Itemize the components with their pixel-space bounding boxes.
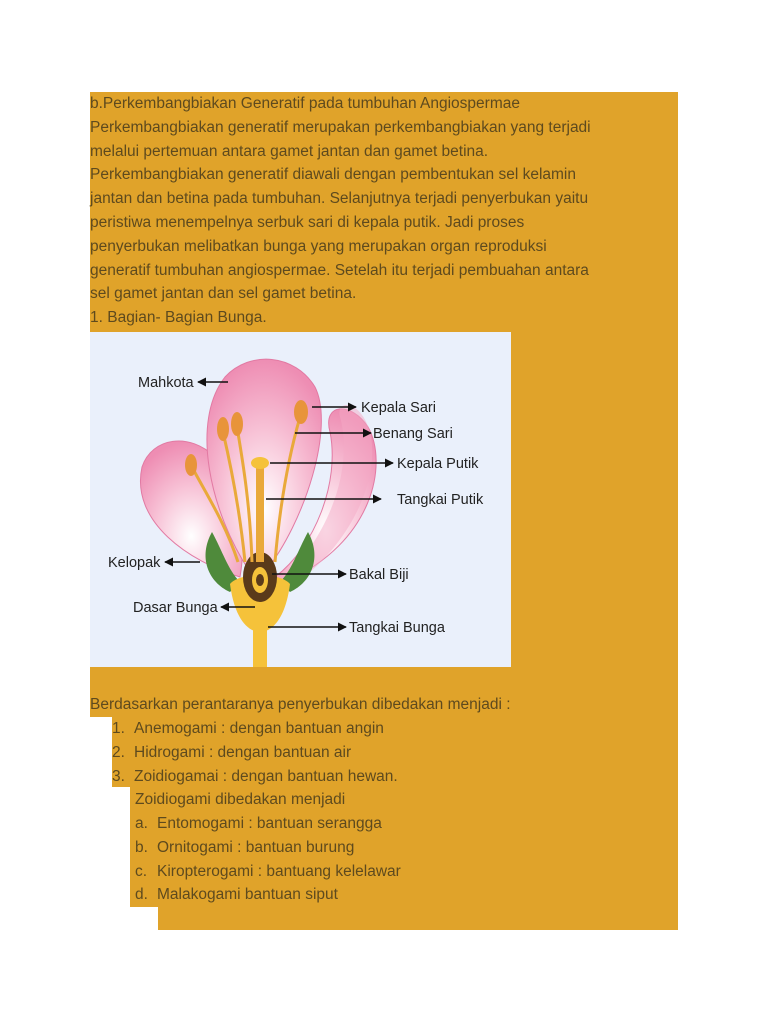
style	[256, 467, 264, 562]
list-letter: b.	[135, 838, 148, 856]
zoidiogami-intro	[135, 788, 345, 812]
list-text: Hidrogami : dengan bantuan air	[134, 743, 352, 761]
paragraph-line: b.Perkembangbiakan Generatif pada tumbuhan Angiospermae	[90, 95, 520, 112]
list-item	[112, 741, 398, 765]
paragraph-line: penyerbukan melibatkan bunga yang merupakan organ reproduksi	[90, 237, 547, 255]
list-item	[135, 860, 401, 884]
label-kelopak: Kelopak	[108, 555, 161, 571]
list-text: Kiropterogami : bantuang kelelawar	[157, 862, 401, 880]
pollination-list	[112, 717, 398, 788]
label-kepala-sari: Kepala Sari	[361, 400, 436, 416]
paragraph-line: Perkembangbiakan generatif merupakan perkembangbiakan yang terjadi	[90, 118, 591, 136]
section-heading: 1. Bagian- Bagian Bunga.	[90, 309, 267, 327]
list-text: Ornitogami : bantuan burung	[157, 838, 355, 856]
list-letter: a.	[135, 815, 148, 832]
paragraph-line: sel gamet jantan dan sel gamet betina.	[90, 285, 357, 303]
list-number: 1.	[112, 720, 125, 737]
label-tangkai-putik: Tangkai Putik	[397, 492, 484, 508]
highlight-right-of-figure	[511, 332, 678, 667]
list-item	[112, 765, 398, 789]
list-text: Entomogami : bantuan serangga	[157, 815, 382, 832]
label-kepala-putik: Kepala Putik	[397, 456, 479, 472]
list-letter: d.	[135, 886, 148, 904]
flower-diagram	[90, 332, 511, 667]
list-item	[135, 812, 401, 836]
label-benang-sari: Benang Sari	[373, 426, 453, 442]
label-bakal-biji: Bakal Biji	[349, 567, 409, 583]
list-text: Malakogami bantuan siput	[157, 886, 338, 904]
list-item	[135, 883, 401, 907]
list-text: Zoidiogamai : dengan bantuan hewan.	[134, 767, 398, 785]
zoidiogami-intro-text: Zoidiogami dibedakan menjadi	[135, 791, 346, 808]
paragraph-line: Perkembangbiakan generatif diawali dengan pembentukan sel kelamin	[90, 166, 576, 184]
pollination-intro	[90, 693, 511, 717]
label-dasar-bunga: Dasar Bunga	[133, 600, 218, 616]
list-item	[112, 717, 398, 741]
list-item	[135, 836, 401, 860]
paragraph-line: generatif tumbuhan angiospermae. Setelah itu terjadi pembuahan antara	[90, 261, 589, 279]
flower-stalk	[253, 627, 267, 667]
stigma	[251, 457, 269, 469]
list-number: 2.	[112, 743, 125, 761]
list-text: Anemogami : dengan bantuan angin	[134, 720, 384, 737]
list-number: 3.	[112, 767, 125, 785]
paragraph-line: melalui pertemuan antara gamet jantan dan gamet betina.	[90, 142, 489, 160]
paragraph-line: peristiwa menempelnya serbuk sari di kepala putik. Jadi proses	[90, 213, 525, 231]
paragraph-line: jantan dan betina pada tumbuhan. Selanjutnya terjadi penyerbukan yaitu	[90, 190, 589, 208]
zoidiogami-list	[135, 812, 401, 907]
list-letter: c.	[135, 862, 148, 880]
label-mahkota: Mahkota	[138, 375, 194, 391]
label-tangkai-bunga: Tangkai Bunga	[349, 620, 445, 636]
flower-illustration	[90, 332, 511, 667]
pollination-intro-text: Berdasarkan perantaranya penyerbukan dibedakan menjadi :	[90, 696, 511, 713]
intro-paragraph	[90, 92, 680, 330]
